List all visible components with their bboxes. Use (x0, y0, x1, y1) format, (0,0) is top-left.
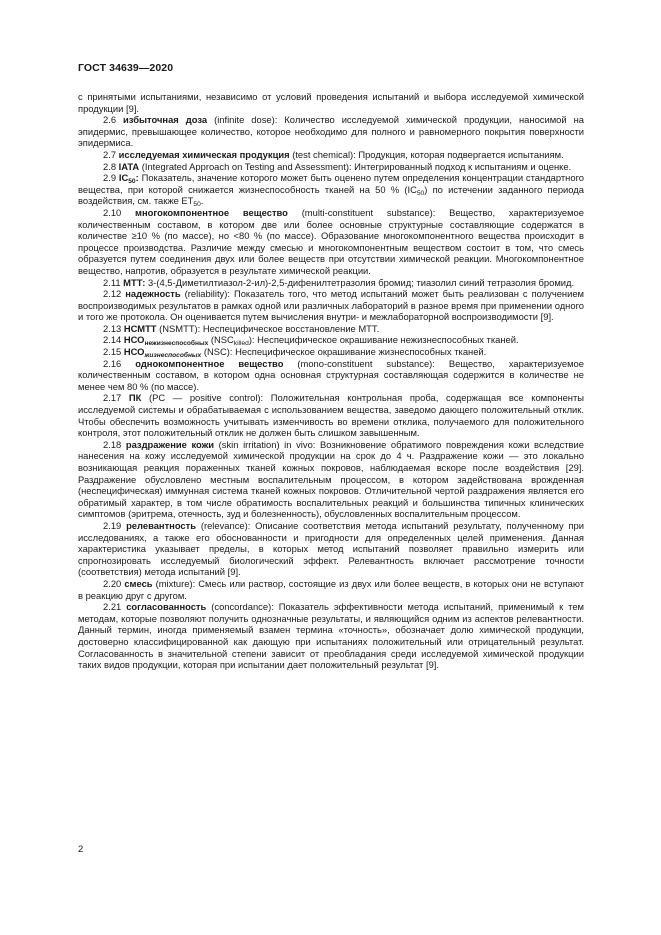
text-run: (mixture): Смесь или раствор, состоящие из двух или более веществ, в которых они не вступают в реакцию друг с другом. (78, 577, 584, 601)
text-run: (relevance): Описание соответствия метода испытаний результату, полученному при исследованиях, а также его обоснованности и пригодности для определенных целей применения. Данная характеристика указывает пределы, в которых метод испытаний позволяет правильно измерить или спрогнозировать исследуемый биологический эффект. Релевантность включает рассмотрение точности (соответствия) метода испытаний [9]. (78, 519, 584, 578)
term: ПК (128, 392, 142, 404)
term: жизнеспособных (144, 352, 202, 360)
term: IC (118, 172, 129, 184)
term: многокомпонентное вещество (135, 206, 288, 218)
text-run: ): Неспецифическое окрашивание нежизнеспособных тканей. (248, 334, 519, 346)
text-run: 2.7 (103, 148, 119, 160)
document-body (78, 91, 584, 671)
paragraph (78, 114, 584, 149)
text-run: (NSMTT): Неспецифическое восстановление МТТ. (156, 322, 380, 334)
text-run: 2.11 (103, 276, 124, 288)
text-run: (NSC): Неспецифическое окрашивание жизнеспособных тканей. (201, 346, 487, 358)
paragraph (78, 149, 584, 161)
paragraph (78, 392, 584, 438)
text-run: 2.21 (103, 601, 127, 613)
term: исследуемая химическая продукция (118, 148, 290, 160)
text-run: (mono-constituent substance): Вещество, характеризуемое количественным составом, в котором одна основная структурная составляющая содержится в количестве не менее чем 80 % (по массе). (78, 357, 584, 392)
text-run: ) по истечении заданного периода воздействия, см. также ET (78, 183, 584, 207)
paragraph (78, 288, 584, 323)
text-run: 2.12 (103, 288, 126, 300)
term: 50 (128, 178, 136, 186)
text-run: 2.19 (103, 519, 127, 531)
paragraph (78, 601, 584, 671)
text-run: (infinite dose): Количество исследуемой химической продукции, наносимой на эпидермис, превышающее количество, которое необходимо для полного и равномерного покрытия поверхности эпидермиса. (78, 114, 584, 149)
term: МТТ: (123, 276, 146, 288)
term: IATA (118, 160, 140, 172)
text-run: 2.17 (103, 392, 129, 404)
paragraph (78, 323, 584, 335)
page-number: 2 (78, 843, 84, 854)
text-run: 50 (193, 201, 201, 209)
text-run: . (200, 195, 204, 207)
term: смесь (124, 577, 153, 589)
text-run: (PC — positive control): Положительная контрольная проба, содержащая все компоненты исследуемой системы и обрабатываемая с использованием вещества, заведомо дающего положительный отклик. Чтобы обеспечить возможность учитывать изменчивость во времени отклика, получаемого для положительного контроля, этот положительный отклик не должен быть слишком завышенным. (78, 392, 584, 439)
paragraph (78, 334, 584, 346)
paragraph (78, 172, 584, 207)
text-run: (multi-constituent substance): Вещество, характеризуемое количественным составом, в котором две или более основные структурные составляющие содержатся в количестве ≥10 % (по массе), но <80 % (по массе). Образование многокомпонентного вещества происходит в процессе производства. Различие между смесью и многокомпонентным веществом состоит в том, что смесь образуется путем соединения двух или более веществ при отсутствии химической реакции. Многокомпонентное вещество, напротив, образуется в результате химической реакции. (78, 206, 584, 276)
text-run: 2.16 (103, 357, 136, 369)
term: избыточная доза (123, 114, 208, 126)
term: НСО (123, 346, 145, 358)
paragraph (78, 161, 584, 173)
paragraph (78, 207, 584, 277)
text-run: (Integrated Approach on Testing and Assessment): Интегрированный подход к испытаниям и оценке. (139, 160, 572, 172)
text-run: (NSC (208, 334, 234, 346)
text-run: (skin irritation) in vivo: Возникновение обратимого повреждения кожи вследствие нанесения на кожу исследуемой химической продукции на срок до 4 ч. Раздражение кожи — это локально возникающая реакция пораженных тканей кожных покровов, наблюдаемая вскоре после воздействия [29]. Раздражение обусловлено местным воспалительным процессом, в котором задействована врожденная (неспецифическая) иммунная система тканей кожных покровов. Отличительной чертой раздражения является его обратимый характер, в том числе обратимость воспалительных реакций и большинства типичных клинических симптомов (эритрема, отечность, зуд и болезненность), обусловленных воспалительным процессом. (78, 438, 584, 520)
text-run: 2.14 (103, 334, 124, 346)
term: нежизнеспособных (144, 340, 209, 348)
text-run: 2.20 (103, 577, 125, 589)
text-run: 2.8 (103, 160, 119, 172)
text-run: 2.10 (103, 206, 136, 218)
text-run: (test chemical): Продукция, которая подвергается испытаниям. (289, 148, 564, 160)
term: однокомпонентное вещество (135, 357, 284, 369)
paragraph (78, 277, 584, 289)
text-run: с принятыми испытаниями, независимо от условий проведения испытаний и выбора исследуемой химической продукции [9]. (78, 91, 584, 114)
paragraph (78, 358, 584, 393)
text-run: (concordance): Показатель эффективности метода испытаний, применимый к тем методам, которые позволяют получить однозначные результаты, и являющийся одним из аспектов релевантности. Данный термин, иногда применяемый взамен термина «точность», обозначает долю химической продукции, достоверно классифицированной как дающую при испытаниях положительный или отрицательный результат. Согласованность в значительной степени зависит от преобладания среди исследуемой химической продукции таких видов продукции, которая при испытании дает положительный результат [9]. (78, 601, 584, 671)
paragraph (78, 439, 584, 520)
text-run: 3-(4,5-Диметилтиазол-2-ил)-2,5-дифенилтетразолия бромид; тиазолил синий тетразолия бромид. (145, 276, 575, 288)
standard-header: ГОСТ 34639—2020 (78, 62, 174, 74)
text-run: 2.9 (103, 172, 119, 184)
text-run: killed (233, 340, 249, 348)
term: надежность (125, 288, 181, 300)
paragraph (78, 91, 584, 114)
paragraph (78, 346, 584, 358)
term: релевантность (126, 519, 197, 531)
term: согласованность (126, 601, 207, 613)
text-run: 2.13 (103, 322, 124, 334)
term: : (135, 172, 139, 184)
term: НСО (123, 334, 145, 346)
text-run: Показатель, значение которого может быть оценено путем определения концентрации стандартного вещества, при которой снижается жизнеспособность тканей на 50 % (IC (78, 172, 585, 195)
paragraph (78, 578, 584, 601)
text-run: 2.6 (103, 114, 124, 126)
text-run: 2.15 (103, 346, 124, 358)
paragraph (78, 520, 584, 578)
term: НСМТТ (123, 322, 157, 334)
term: раздражение кожи (125, 438, 215, 450)
text-run: (reliability): Показатель того, что метод испытаний может быть реализован с получением воспроизводимых результатов в рамках одной или различных лабораторий в разное время при применении одного и того же протокола. Он оценивается путем вычисления внутри- и межлабораторной воспроизводимости [9]. (78, 288, 584, 323)
text-run: 50 (416, 189, 425, 197)
text-run: 2.18 (103, 438, 126, 450)
